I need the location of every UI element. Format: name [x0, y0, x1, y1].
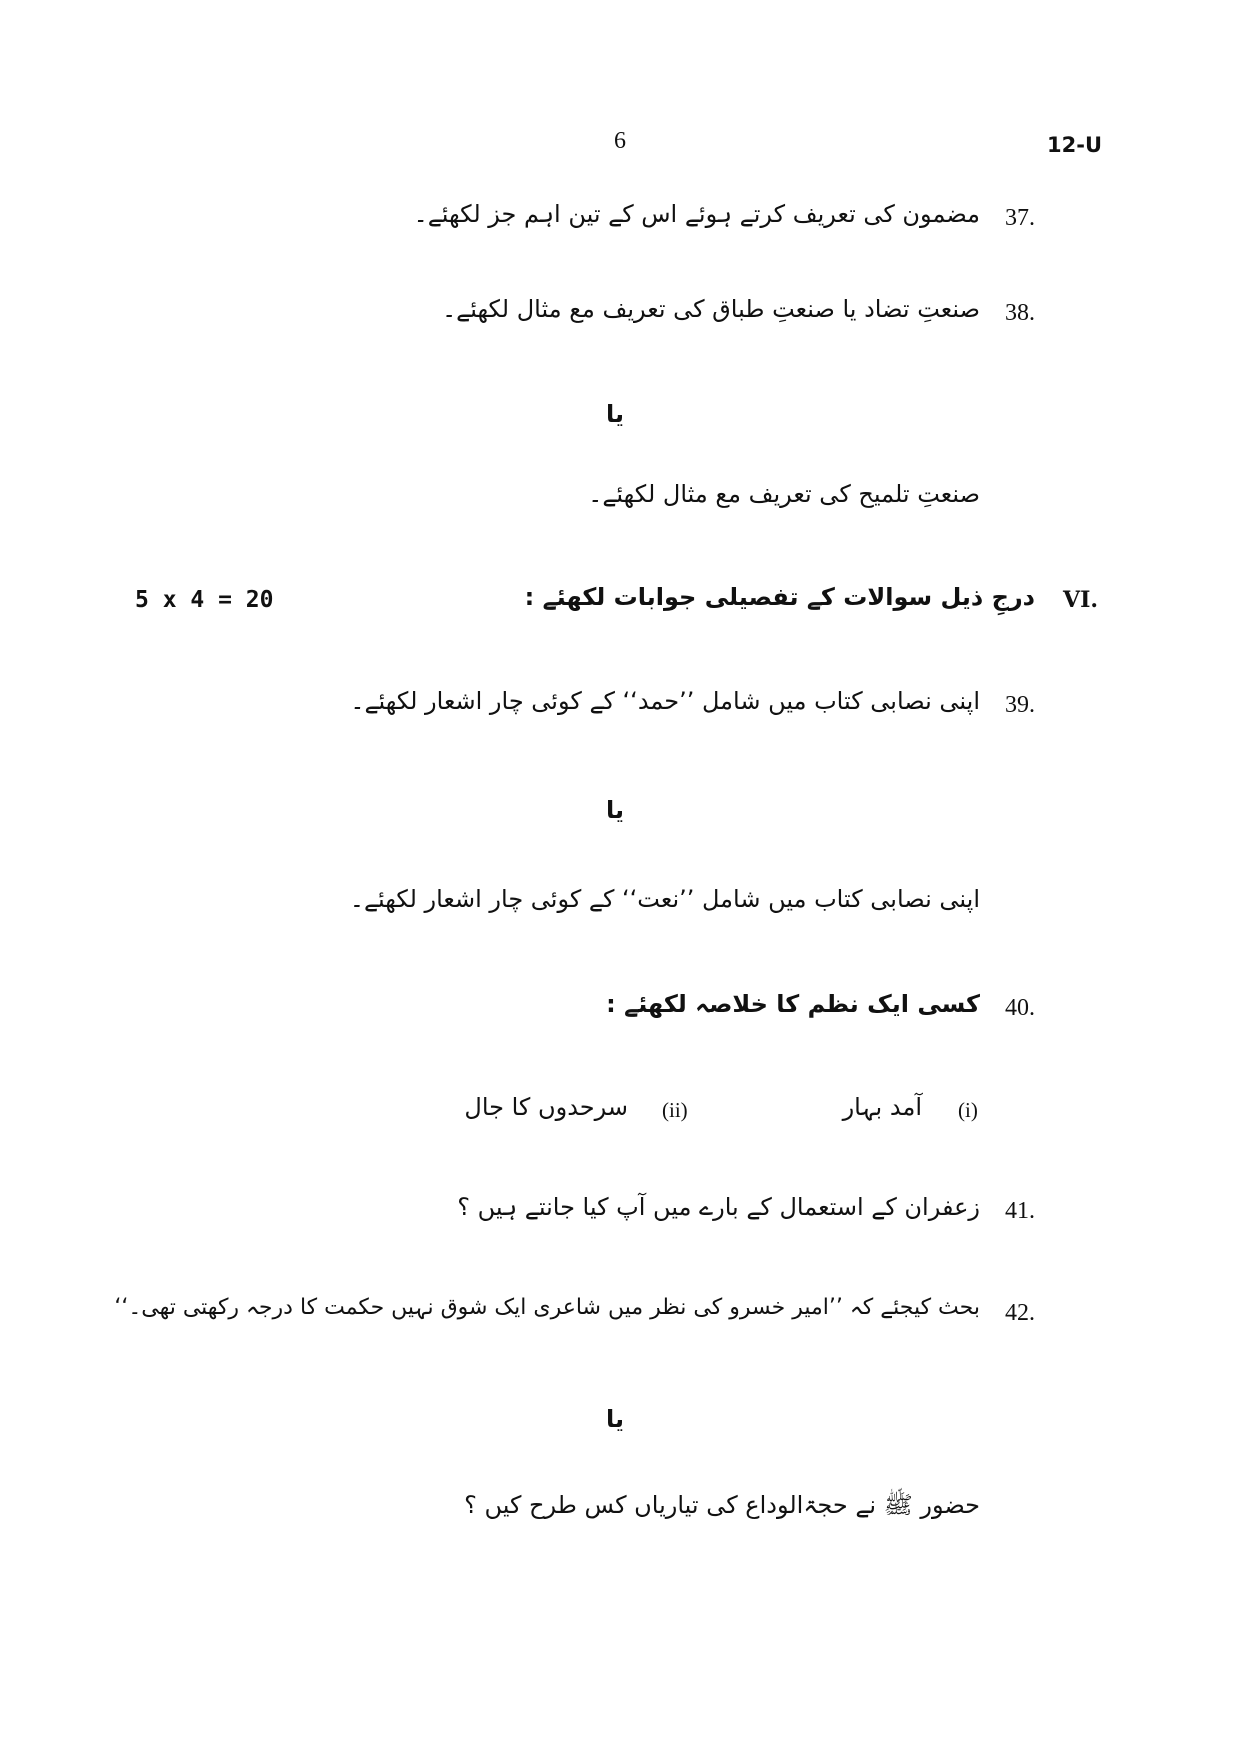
page-number: 6 [614, 128, 626, 154]
question-42-text: بحث کیجئے کہ ’’امیر خسرو کی نظر میں شاعری ایک شوق نہیں حکمت کا درجہ رکھتی تھی۔‘‘ [114, 1295, 980, 1320]
question-39-number: 39. [1005, 692, 1035, 718]
option-1-number: (i) [958, 1098, 978, 1122]
question-42-alternative: حضور ﷺ نے حجۃالوداع کی تیاریاں کس طرح کیں ؟ [464, 1491, 980, 1519]
question-38-alternative: صنعتِ تلمیح کی تعریف مع مثال لکھئے۔ [588, 480, 980, 508]
question-38-or: یا [606, 400, 625, 428]
paper-code: 12-U [1047, 133, 1102, 157]
option-1-text: آمد بہار [842, 1093, 922, 1121]
question-41-text: زعفران کے استعمال کے بارے میں آپ کیا جانتے ہیں ؟ [457, 1193, 980, 1221]
question-41-number: 41. [1005, 1198, 1035, 1224]
option-2-text: سرحدوں کا جال [464, 1093, 628, 1121]
question-40-text: کسی ایک نظم کا خلاصہ لکھئے : [606, 990, 980, 1018]
section-marks: 5 x 4 = 20 [135, 587, 274, 613]
option-2-number: (ii) [662, 1098, 688, 1122]
section-roman-numeral: VI. [1063, 587, 1099, 613]
question-37-number: 37. [1005, 205, 1035, 231]
question-38-number: 38. [1005, 300, 1035, 326]
question-37-text: مضمون کی تعریف کرتے ہوئے اس کے تین اہم جز لکھئے۔ [413, 200, 980, 228]
question-42-number: 42. [1005, 1300, 1035, 1326]
question-39-alternative: اپنی نصابی کتاب میں شامل ’’نعت‘‘ کے کوئی چار اشعار لکھئے۔ [349, 885, 980, 913]
question-42-or: یا [606, 1405, 625, 1433]
question-39-or: یا [606, 796, 625, 824]
question-38-text: صنعتِ تضاد یا صنعتِ طباق کی تعریف مع مثال لکھئے۔ [442, 295, 980, 323]
section-title: درجِ ذیل سوالات کے تفصیلی جوابات لکھئے : [524, 583, 1035, 611]
question-40-number: 40. [1005, 995, 1035, 1021]
question-39-text: اپنی نصابی کتاب میں شامل ’’حمد‘‘ کے کوئی چار اشعار لکھئے۔ [350, 687, 980, 715]
